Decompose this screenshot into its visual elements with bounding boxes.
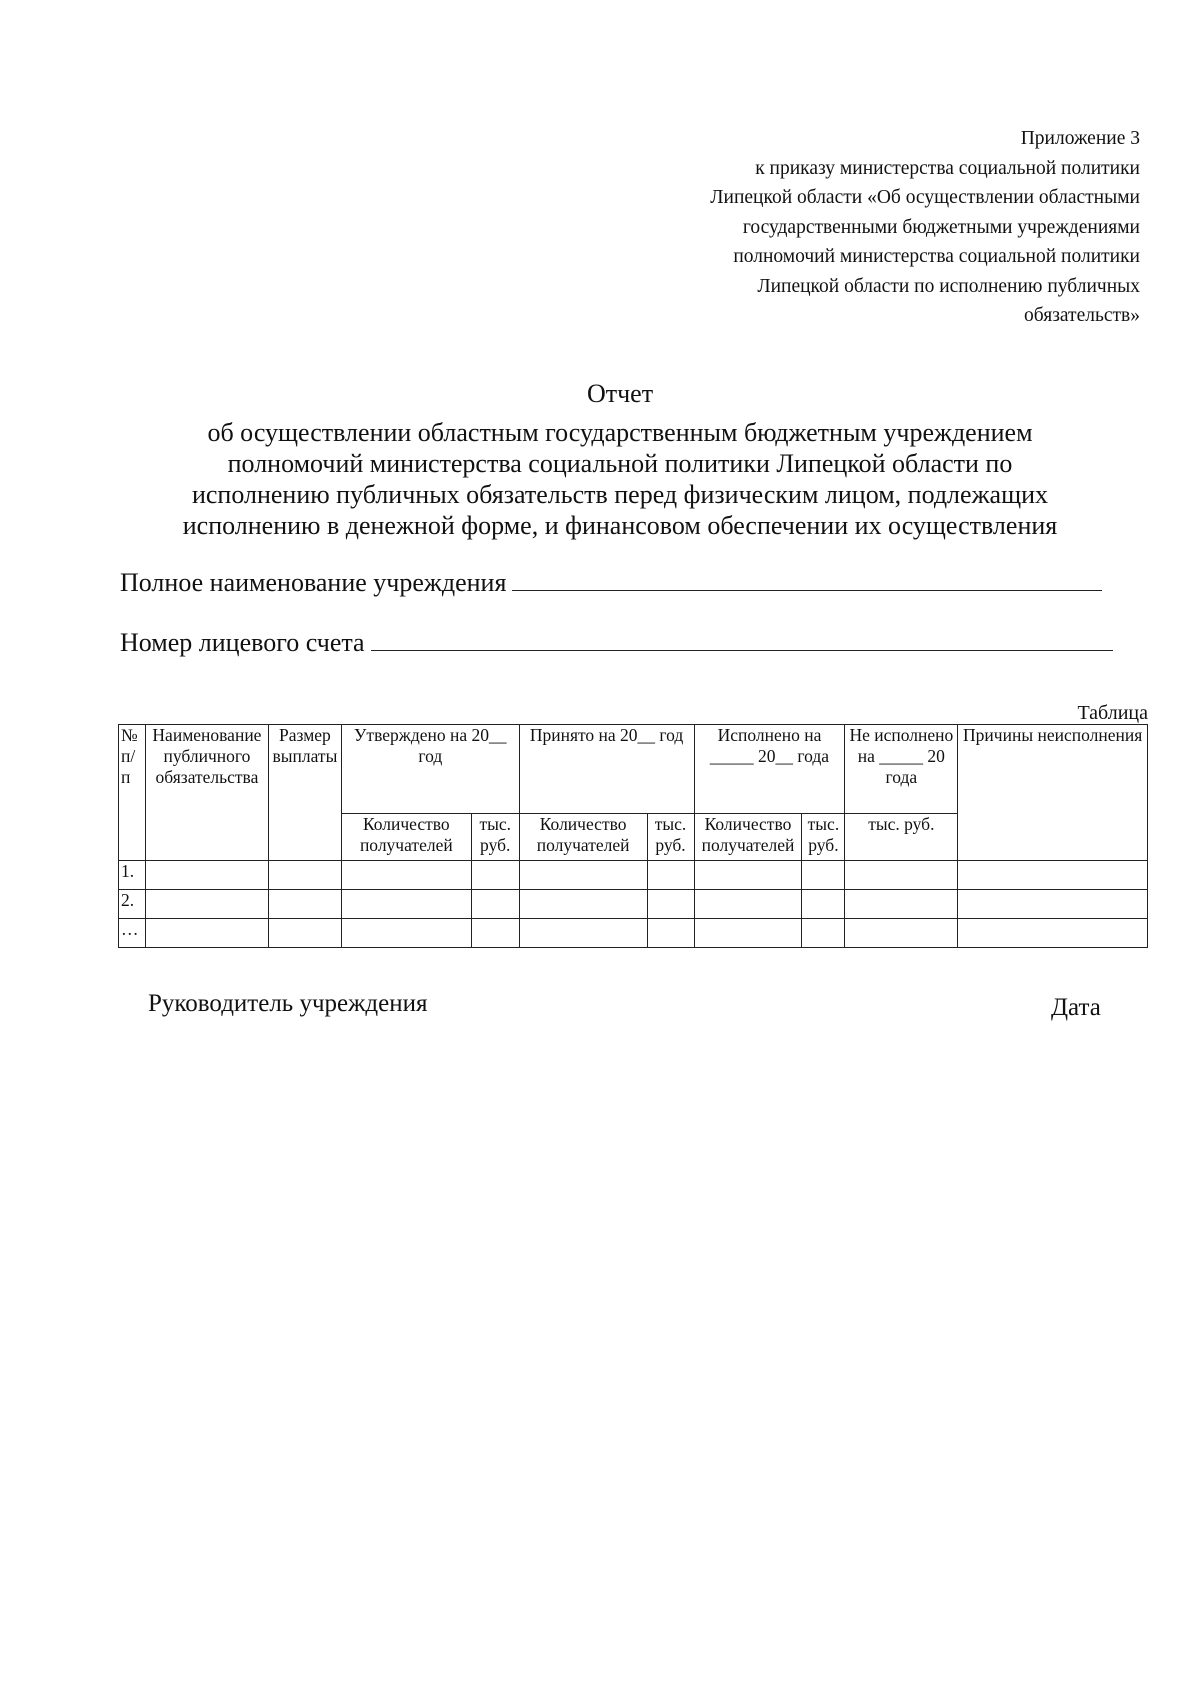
table-cell[interactable]: [647, 890, 694, 919]
table-cell[interactable]: [341, 890, 471, 919]
header-accepted: Принято на 20__ год: [519, 725, 694, 814]
subheader-recipients: Количество получателей: [341, 814, 471, 861]
report-title-line: полномочий министерства социальной политики Липецкой области по: [227, 449, 1013, 478]
account-label: Номер лицевого счета: [120, 628, 365, 657]
table-label: Таблица: [1077, 702, 1148, 724]
table-row: [119, 890, 1148, 919]
table-cell[interactable]: [694, 890, 802, 919]
table-cell[interactable]: [958, 890, 1148, 919]
appendix-note: [620, 124, 1140, 331]
table-cell[interactable]: [802, 861, 845, 890]
table-cell[interactable]: [802, 890, 845, 919]
appendix-line: Приложение 3: [1020, 128, 1140, 149]
row-number: 1.: [119, 861, 146, 890]
report-title-head: Отчет: [586, 379, 654, 408]
table-cell[interactable]: [519, 861, 647, 890]
table-cell[interactable]: [845, 861, 958, 890]
table-cell[interactable]: [694, 919, 802, 948]
table-row: [119, 919, 1148, 948]
subheader-thousand-rub: тыс. руб.: [802, 814, 845, 861]
table-cell[interactable]: [845, 890, 958, 919]
table-cell[interactable]: [341, 919, 471, 948]
account-field: [120, 628, 1113, 658]
appendix-line: Липецкой области по исполнению публичных: [757, 275, 1140, 297]
header-not-executed: Не исполнено на _____ 20 года: [845, 725, 958, 814]
report-title-line: исполнению публичных обязательств перед физическим лицом, подлежащих: [191, 480, 1049, 509]
report-title-line: исполнению в денежной форме, и финансовом обеспечении их осуществления: [182, 511, 1058, 540]
table-cell[interactable]: [647, 861, 694, 890]
header-name: Наименование публичного обязательства: [145, 725, 268, 861]
subheader-thousand-rub: тыс. руб.: [471, 814, 519, 861]
table-cell[interactable]: [958, 861, 1148, 890]
report-title-line: об осуществлении областным государственным бюджетным учреждением: [207, 418, 1033, 447]
table-cell[interactable]: [845, 919, 958, 948]
table-cell[interactable]: [519, 890, 647, 919]
table-cell[interactable]: [471, 861, 519, 890]
table-cell[interactable]: [341, 861, 471, 890]
subheader-recipients: Количество получателей: [519, 814, 647, 861]
appendix-line: обязательств»: [1024, 305, 1140, 326]
header-executed: Исполнено на _____ 20__ года: [694, 725, 845, 814]
subheader-thousand-rub: тыс. руб.: [647, 814, 694, 861]
institution-label: Полное наименование учреждения: [120, 568, 507, 597]
header-approved: Утверждено на 20__ год: [341, 725, 519, 814]
table-cell[interactable]: [694, 861, 802, 890]
appendix-line: полномочий министерства социальной политики: [733, 246, 1140, 267]
report-title: [110, 378, 1130, 541]
row-number: 2.: [119, 890, 146, 919]
header-num: № п/п: [119, 725, 146, 861]
report-table: [118, 724, 1148, 948]
header-size: Размер выплаты: [268, 725, 341, 861]
table-cell[interactable]: [145, 890, 268, 919]
table-cell[interactable]: [471, 919, 519, 948]
table-cell[interactable]: [471, 890, 519, 919]
signature-head: Руководитель учреждения: [148, 990, 428, 1017]
header-reasons: Причины неисполнения: [958, 725, 1148, 861]
row-number: …: [119, 919, 146, 948]
table-cell[interactable]: [519, 919, 647, 948]
table-cell[interactable]: [145, 861, 268, 890]
table-cell[interactable]: [802, 919, 845, 948]
table-cell[interactable]: [647, 919, 694, 948]
institution-field: [120, 568, 1102, 598]
appendix-line: государственными бюджетными учреждениями: [742, 216, 1140, 238]
table-cell[interactable]: [268, 919, 341, 948]
institution-blank-line[interactable]: [512, 570, 1102, 591]
table-cell[interactable]: [268, 861, 341, 890]
account-blank-line[interactable]: [371, 630, 1113, 651]
signature-date: Дата: [1051, 994, 1101, 1021]
table-cell[interactable]: [145, 919, 268, 948]
table-row: [119, 861, 1148, 890]
subheader-recipients: Количество получателей: [694, 814, 802, 861]
appendix-line: к приказу министерства социальной политики: [755, 157, 1140, 179]
subheader-thousand-rub: тыс. руб.: [845, 814, 958, 861]
table-cell[interactable]: [268, 890, 341, 919]
table-cell[interactable]: [958, 919, 1148, 948]
appendix-line: Липецкой области «Об осуществлении областными: [710, 187, 1140, 208]
